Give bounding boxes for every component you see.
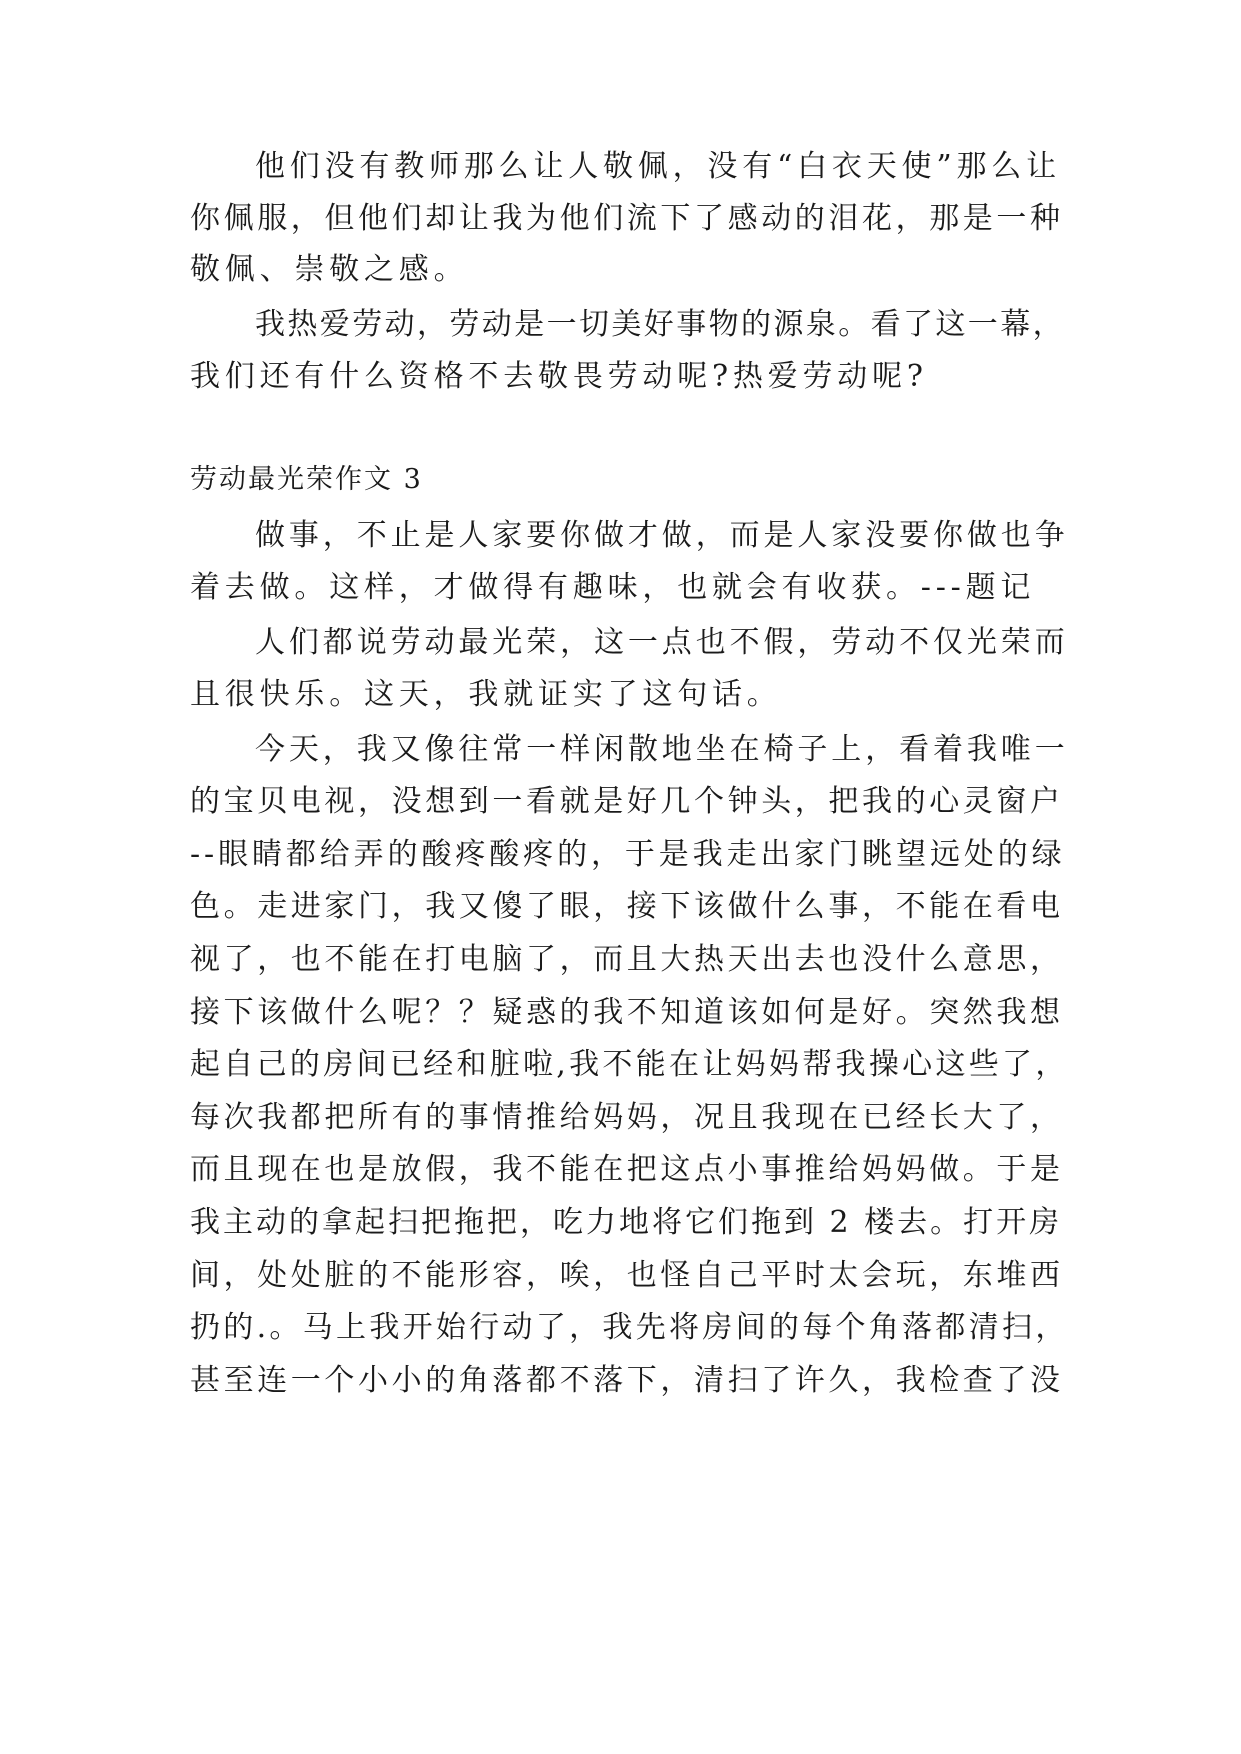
paragraph-5-line-1: 今天，我又像往常一样闲散地坐在椅子上，看着我唯一 [255,732,1069,767]
paragraph-2-line-2: 我们还有什么资格不去敬畏劳动呢?热爱劳动呢? [190,359,928,394]
paragraph-5-line-10: 我主动的拿起扫把拖把，吃力地将它们拖到 2 楼去。打开房 [190,1205,1063,1240]
paragraph-5-line-5: 视了，也不能在打电脑了，而且大热天出去也没什么意思， [190,942,1064,977]
paragraph-4-line-2: 且很快乐。这天，我就证实了这句话。 [190,677,782,712]
paragraph-5-line-6: 接下该做什么呢？？疑惑的我不知道该如何是好。突然我想 [190,995,1064,1030]
paragraph-5-line-11: 间，处处脏的不能形容，唉，也怪自己平时太会玩，东堆西 [190,1258,1064,1293]
paragraph-5-line-8: 每次我都把所有的事情推给妈妈，况且我现在已经长大了， [190,1100,1064,1135]
paragraph-5-line-3: --眼睛都给弄的酸疼酸疼的，于是我走出家门眺望远处的绿 [190,837,1066,872]
paragraph-2-line-1: 我热爱劳动，劳动是一切美好事物的源泉。看了这一幕， [255,307,1065,342]
paragraph-3-line-1: 做事，不止是人家要你做才做，而是人家没要你做也争 [255,518,1069,553]
paragraph-1-line-2: 你佩服，但他们却让我为他们流下了感动的泪花，那是一种 [190,201,1064,236]
paragraph-4-line-1: 人们都说劳动最光荣，这一点也不假，劳动不仅光荣而 [255,625,1069,660]
paragraph-5-line-4: 色。走进家门，我又傻了眼，接下该做什么事，不能在看电 [190,889,1064,924]
paragraph-1-line-3: 敬佩、崇敬之感。 [190,252,469,287]
paragraph-3-line-2: 着去做。这样，才做得有趣味，也就会有收获。---题记 [190,570,1036,605]
paragraph-5-line-12: 扔的.。马上我开始行动了，我先将房间的每个角落都清扫， [190,1310,1069,1345]
paragraph-5-line-2: 的宝贝电视，没想到一看就是好几个钟头，把我的心灵窗户 [190,784,1064,819]
section-title: 劳动最光荣作文 3 [190,464,423,495]
paragraph-5-line-13: 甚至连一个小小的角落都不落下，清扫了许久，我检查了没 [190,1363,1064,1398]
paragraph-1-line-1: 他们没有教师那么让人敬佩，没有“白衣天使”那么让 [255,149,1061,184]
paragraph-5-line-7: 起自己的房间已经和脏啦,我不能在让妈妈帮我操心这些了， [190,1047,1069,1082]
paragraph-5-line-9: 而且现在也是放假，我不能在把这点小事推给妈妈做。于是 [190,1152,1064,1187]
